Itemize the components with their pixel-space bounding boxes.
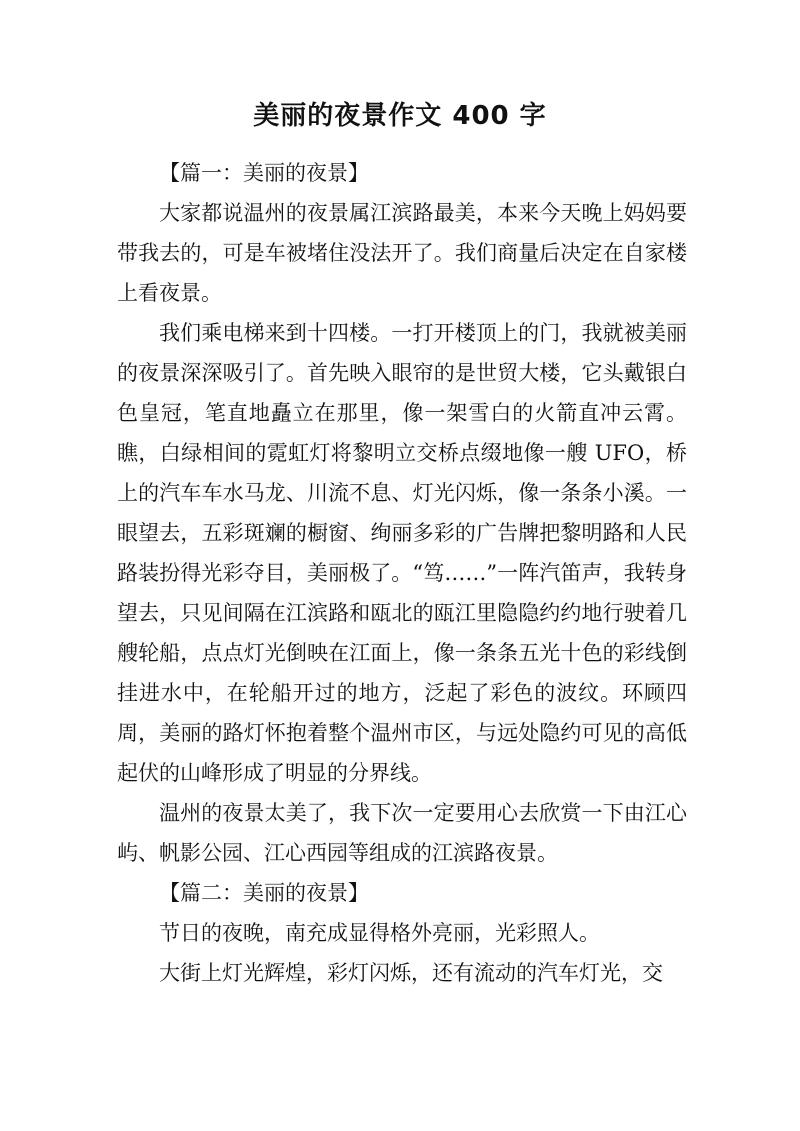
paragraph: 大街上灯光辉煌，彩灯闪烁，还有流动的汽车灯光，交 [159, 961, 663, 985]
paragraph: 节日的夜晚，南充成显得格外亮丽，光彩照人。 [159, 921, 600, 945]
section-heading-1: 【篇一：美丽的夜景】 [159, 161, 369, 185]
paragraph: 我们乘电梯来到十四楼。一打开楼顶上的门，我就被美丽的夜景深深吸引了。首先映入眼帘的是世贸大楼，它头戴银白色皇冠，笔直地矗立在那里，像一架雪白的火箭直冲云霄。瞧，白绿相间的霓虹灯将黎明立交桥点缀地像一艘 UFO，桥上的汽车车水马龙、川流不息、灯光闪烁，像一条条小溪。一眼望去，五彩斑斓的橱窗、绚丽多彩的广告牌把黎明路和人民路装扮得光彩夺目，美丽极了。“笃……”一阵汽笛声，我转身望去，只见间隔在江滨路和瓯北的瓯江里隐隐约约地行驶着几艘轮船，点点灯光倒映在江面上，像一条条五光十色的彩线倒挂进水中，在轮船开过的地方，泛起了彩色的波纹。环顾四周，美丽的路灯怀抱着整个温州市区，与远处隐约可见的高低起伏的山峰形成了明显的分界线。 [117, 321, 687, 785]
paragraph: 大家都说温州的夜景属江滨路最美，本来今天晚上妈妈要带我去的，可是车被堵住没法开了。我们商量后决定在自家楼上看夜景。 [117, 201, 687, 305]
paragraph: 温州的夜景太美了，我下次一定要用心去欣赏一下由江心屿、帆影公园、江心西园等组成的江滨路夜景。 [117, 801, 687, 865]
document-body [117, 153, 687, 993]
document-title: 美丽的夜景作文 400 字 [253, 101, 547, 131]
section-heading-2: 【篇二：美丽的夜景】 [159, 881, 369, 905]
